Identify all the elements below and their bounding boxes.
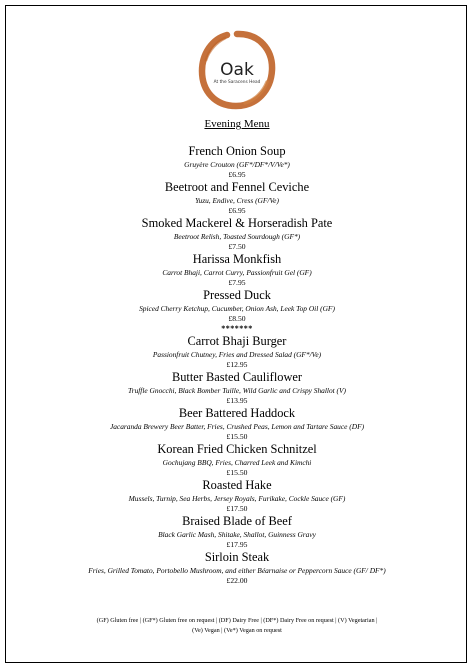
menu-item-description: Mussels, Turnip, Sea Herbs, Jersey Royals, Furikake, Cockle Sauce (GF) — [128, 494, 346, 503]
menu-item-price: £17.95 — [226, 540, 248, 549]
section-divider: ******* — [221, 324, 253, 333]
menu-item — [0, 216, 474, 252]
menu-item — [0, 370, 474, 406]
menu-item-description: Jacaranda Brewery Beer Batter, Fries, Crushed Peas, Lemon and Tartare Sauce (DF) — [109, 422, 365, 431]
menu-item-name: Beer Battered Haddock — [178, 406, 296, 420]
menu-item-description: Black Garlic Mash, Shitake, Shallot, Guinness Gravy — [158, 530, 316, 539]
menu-item-name: Braised Blade of Beef — [182, 514, 292, 528]
menu-item-price: £15.50 — [226, 432, 248, 441]
menu-item-price: £6.95 — [228, 206, 246, 215]
menu-item-name: Smoked Mackerel & Horseradish Pate — [141, 216, 333, 230]
menu-item-price: £12.95 — [226, 360, 248, 369]
menu-item — [0, 288, 474, 324]
logo-tagline: At the Saracens Head — [213, 80, 261, 85]
menu-item — [0, 180, 474, 216]
menu-heading: Evening Menu — [204, 118, 270, 130]
menu-item-description: Spiced Cherry Ketchup, Cucumber, Onion Ash, Leek Top Oil (GF) — [139, 304, 335, 313]
menu-item-price: £22.00 — [226, 576, 248, 585]
menu-item-price: £13.95 — [226, 396, 248, 405]
menu-item-price: £7.95 — [228, 278, 246, 287]
menu-item-price: £15.50 — [226, 468, 248, 477]
menu-item — [0, 334, 474, 370]
menu-item — [0, 478, 474, 514]
allergen-key-line: (GF) Gluten free | (GF*) Gluten free on request | (DF) Dairy Free | (DF*) Dairy Free on request | (V) Vegetarian | — [96, 617, 378, 624]
menu-item-name: Sirloin Steak — [204, 550, 270, 564]
menu-item-name: Pressed Duck — [203, 288, 271, 302]
menu-item-price: £8.50 — [228, 314, 246, 323]
menu-item-name: Korean Fried Chicken Schnitzel — [157, 442, 317, 456]
menu-item-name: Carrot Bhaji Burger — [187, 334, 287, 348]
allergen-key-line: (Ve) Vegan | (Ve*) Vegan on request — [192, 627, 282, 634]
menu-item-description: Gruyère Crouton (GF*/DF*/V/Ve*) — [184, 160, 290, 169]
menu-item — [0, 144, 474, 180]
menu-item-name: Roasted Hake — [202, 478, 272, 492]
menu-item — [0, 252, 474, 288]
allergen-key — [0, 616, 474, 636]
menu-item — [0, 550, 474, 586]
menu-item-name: French Onion Soup — [188, 144, 286, 158]
menu-item-price: £17.50 — [226, 504, 248, 513]
menu-item-description: Truffle Gnocchi, Black Bomber Tuille, Wild Garlic and Crispy Shallot (V) — [127, 386, 346, 395]
menu-item-description: Passionfruit Chutney, Fries and Dressed Salad (GF*/Ve) — [152, 350, 322, 359]
menu-item-description: Fries, Grilled Tomato, Portobello Mushroom, and either Béarnaise or Peppercorn Sauce (GF/ DF*) — [88, 566, 386, 575]
menu-item-name: Butter Basted Cauliflower — [171, 370, 303, 384]
menu-item — [0, 514, 474, 550]
menu-item-description: Yuzu, Endive, Cress (GF/Ve) — [195, 196, 279, 205]
oak-logo — [197, 30, 277, 110]
menu-item — [0, 442, 474, 478]
logo-brand: Oak — [220, 60, 254, 80]
menu-item-price: £7.50 — [228, 242, 246, 251]
menu-item-price: £6.95 — [228, 170, 246, 179]
menu-item-name: Beetroot and Fennel Ceviche — [164, 180, 310, 194]
menu-item-name: Harissa Monkfish — [192, 252, 282, 266]
menu-item — [0, 406, 474, 442]
menu-item-description: Carrot Bhaji, Carrot Curry, Passionfruit Gel (GF) — [162, 268, 312, 277]
menu-content — [0, 118, 474, 586]
menu-item-description: Gochujang BBQ, Fries, Charred Leek and Kimchi — [162, 458, 312, 467]
menu-item-description: Beetroot Relish, Toasted Sourdough (GF*) — [173, 232, 301, 241]
